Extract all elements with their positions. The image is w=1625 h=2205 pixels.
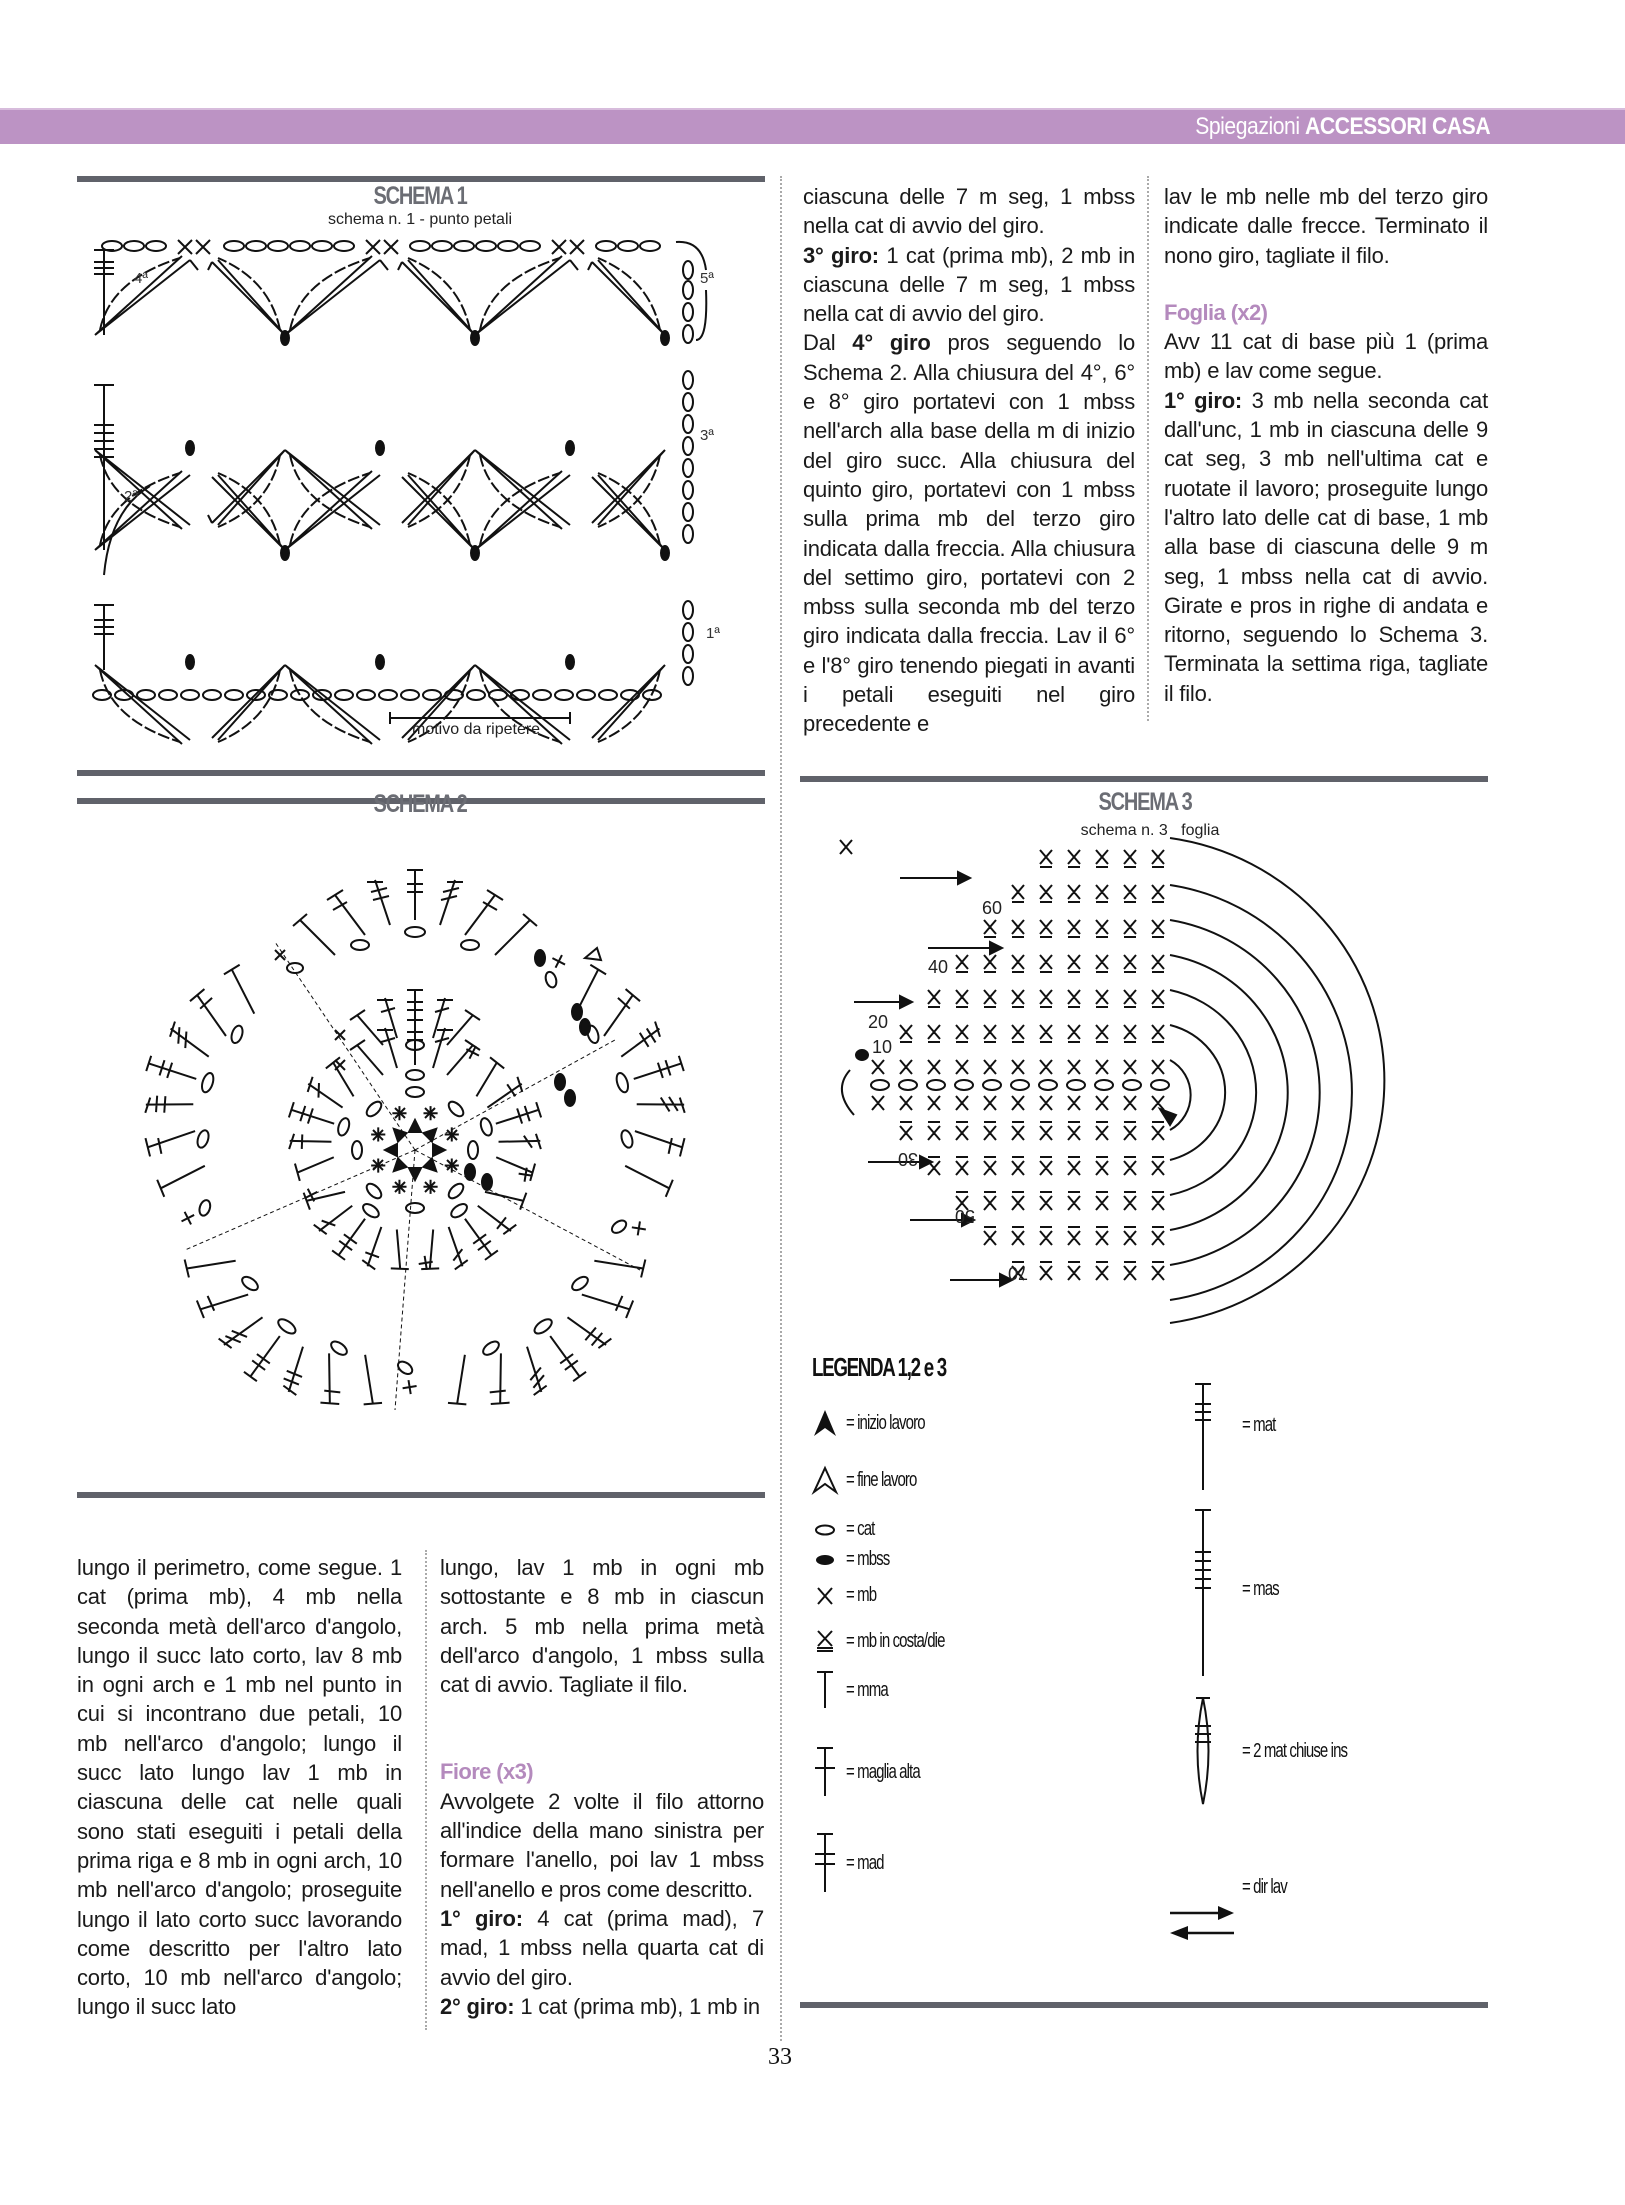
schema3-row-label-70: 70	[1008, 1263, 1029, 1283]
paragraph: ciascuna delle 7 m seg, 1 mbss nella cat di avvio del giro.	[803, 184, 1135, 239]
legend-item: = mas	[1190, 1508, 1291, 1678]
column-separator	[425, 1550, 427, 2030]
legend-item: = cat	[812, 1518, 884, 1541]
schema3-row-label-60: 60	[982, 898, 1003, 918]
column-separator	[1147, 176, 1149, 721]
filled-arrowhead-icon	[812, 1408, 838, 1438]
paragraph: 3° giro: 1 cat (prima mb), 2 mb in ciascuna delle 7 m seg, 1 mbss nella cat di avvio del giro.	[803, 242, 1135, 327]
section-header-text	[1195, 113, 1490, 141]
schema1-petal-diagram	[90, 230, 710, 750]
paragraph: Avvolgete 2 volte il filo attorno all'indice della mano sinistra per formare l'anello, poi lav 1 mbss nell'anello e pros come descritto.	[440, 1788, 764, 1902]
schema3-row-label-50: 50	[955, 1206, 976, 1226]
paragraph: 2° giro: 1 cat (prima mb), 1 mb in	[440, 1993, 760, 2019]
schema3-leaf-diagram	[840, 840, 1480, 1300]
schema1-repeat-label: motivo da ripetere	[412, 721, 541, 738]
paragraph: Avv 11 cat di base più 1 (prima mb) e lav come segue.	[1164, 329, 1488, 384]
legend-item: = dir lav	[1242, 1876, 1287, 1898]
schema1-row-label-4: 4ª	[134, 270, 148, 287]
open-oval-icon	[812, 1523, 838, 1537]
underlined-x-icon	[812, 1628, 838, 1654]
schema3-row-label-30: 30	[898, 1149, 919, 1169]
text-column-top-right	[1164, 182, 1488, 708]
column-separator	[780, 176, 782, 2041]
paragraph: 1° giro: 3 mb nella seconda cat dall'unc, 1 mb in ciascuna delle 9 cat seg, 3 mb nell'ultima cat e ruotate il lavoro; proseguite lungo l'altro lato delle cat di base, 1 mb alla base di ciascuna delle 9 m seg, 1 mbss nella cat di avvio. Girate e pros in righe di andata e ritorno, seguendo lo Schema 3. Terminata la settima riga, tagliate il filo.	[1164, 387, 1488, 706]
schema2-title: SCHEMA 2	[373, 790, 467, 818]
text-column-bottom-left	[77, 1553, 402, 2022]
t-one-bar-icon	[812, 1746, 838, 1798]
paragraph: lungo il perimetro, come segue. 1 cat (prima mb), 4 mb nella seconda metà dell'arco d'angolo, lungo il succ lato corto, lav 8 mb in ogni arch e 1 mb nel punto in cui si incontrano due petali, 10 mb nell'arco d'angolo; lungo il succ lato lungo lav 1 mb in ciascuna delle cat nelle quali sono stati eseguiti i petali della prima riga e 8 mb in ogni arch, 10 mb nell'arco d'angolo; proseguite lungo il lato corto succ lavorando come descritto per l'altro lato corto, 10 mb nell'arco d'angolo; lungo il succ lato	[77, 1555, 402, 2020]
section-header-band	[0, 108, 1625, 144]
legend-item: = mbss	[812, 1548, 904, 1571]
tall-three-bar-icon	[1190, 1382, 1216, 1492]
schema1-row-label-3: 3ª	[700, 427, 714, 444]
schema1-row-label-5: 5ª	[700, 270, 714, 287]
header-section: Spiegazioni	[1195, 113, 1300, 140]
schema3-subtitle: schema n. 3 foglia	[1080, 822, 1220, 839]
text-column-bottom-middle	[440, 1553, 764, 2021]
legend-item: = 2 mat chiuse ins	[1190, 1696, 1382, 1806]
schema3-top-rule	[800, 776, 1488, 782]
t-two-bar-icon	[812, 1832, 838, 1894]
section-heading-foglia: Foglia (x2)	[1164, 299, 1268, 325]
schema3-row-label-40: 40	[928, 957, 949, 977]
legend-item: = mad	[812, 1832, 896, 1894]
schema1-row-label-2: 2ª	[124, 488, 138, 505]
schema2-bottom-rule	[77, 1492, 765, 1498]
paragraph: 1° giro: 4 cat (prima mad), 7 mad, 1 mbss nella quarta cat di avvio del giro.	[440, 1905, 764, 1990]
outline-arrowhead-icon	[812, 1466, 838, 1494]
t-stitch-icon	[812, 1670, 838, 1710]
legend-bottom-rule	[800, 2002, 1488, 2008]
page-number: 33	[768, 2044, 792, 2070]
paragraph: Dal 4° giro pros seguendo lo Schema 2. Alla chiusura del 4°, 6° e 8° giro portatevi con 1 mbss nell'arch alla base della m di inizio del giro succ. Alla chiusura del quinto giro, portatevi con 1 mbss sulla prima mb del terzo giro indicata dalla freccia. Alla chiusura del settimo giro, portatevi con 2 mbss sulla seconda mb del terzo giro indicata dalla freccia. Lav il 6° e l'8° giro tenendo piegati in avanti i petali eseguiti nel giro precedente e	[803, 330, 1135, 737]
schema1-row-label-1: 1ª	[706, 625, 720, 642]
schema3-row-label-10: 10	[872, 1037, 893, 1057]
tall-five-bar-icon	[1190, 1508, 1216, 1678]
legend-item: = mat	[1190, 1382, 1287, 1492]
header-category: ACCESSORI CASA	[1304, 113, 1490, 140]
section-heading-fiore: Fiore (x3)	[440, 1759, 534, 1785]
legend-item: = fine lavoro	[812, 1466, 940, 1494]
legend-item: = mb in costa/die	[812, 1628, 977, 1654]
legend-item: = mma	[812, 1670, 902, 1710]
text-column-top-middle	[803, 182, 1135, 739]
schema1-subtitle: schema n. 1 - punto petali	[327, 211, 513, 228]
legend-item: = mb	[812, 1584, 886, 1607]
legend-item: = maglia alta	[812, 1746, 944, 1798]
schema2-flower-diagram	[95, 830, 735, 1470]
cluster-oval-icon	[1190, 1696, 1216, 1806]
direction-arrows-icon	[1168, 1905, 1238, 1945]
schema3-row-label-20: 20	[868, 1012, 889, 1032]
paragraph: lav le mb nelle mb del terzo giro indicate dalle frecce. Terminato il nono giro, tagliate il filo.	[1164, 184, 1488, 268]
legend-item: = inizio lavoro	[812, 1408, 951, 1438]
schema1-title: SCHEMA 1	[373, 182, 467, 210]
filled-oval-icon	[812, 1553, 838, 1567]
schema3-title: SCHEMA 3	[1098, 788, 1192, 816]
schema1-bottom-rule	[77, 770, 765, 776]
x-cross-icon	[812, 1585, 838, 1607]
paragraph: lungo, lav 1 mb in ogni mb sottostante e 8 mb in ciascun arch. 5 mb nella prima metà dell'arco d'angolo, 1 mbss sulla cat di avvio. Tagliate il filo.	[440, 1555, 764, 1698]
legend-title: LEGENDA 1,2 e 3	[812, 1352, 946, 1382]
